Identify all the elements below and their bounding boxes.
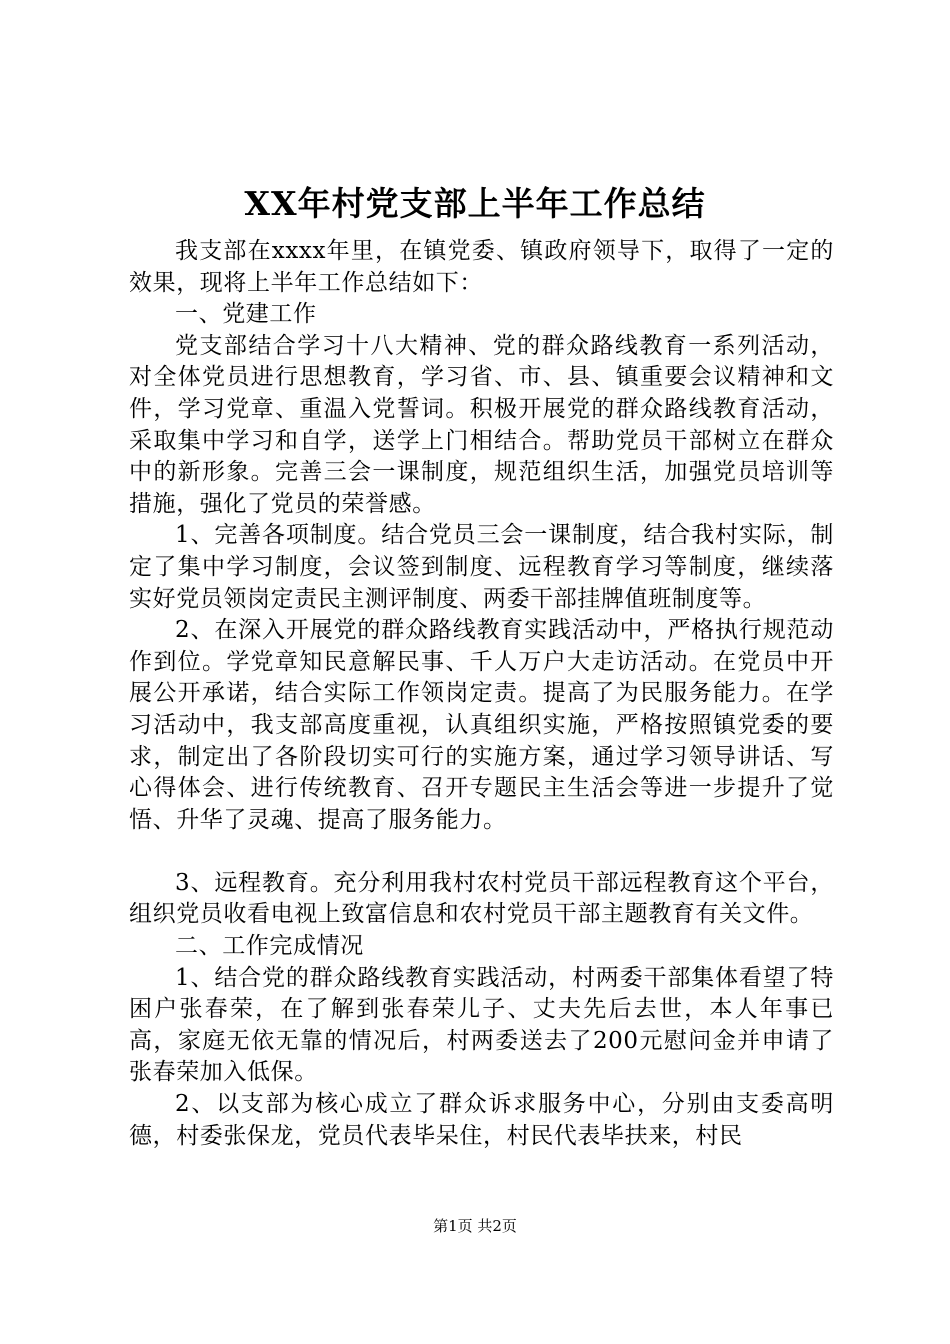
paragraph-item-3: 3、远程教育。充分利用我村农村党员干部远程教育这个平台，组织党员收看电视上致富信息和农村党员干部主题教育有关文件。 <box>129 869 834 928</box>
section-heading-party-building: 一、党建工作 <box>175 301 317 328</box>
paragraph-intro: 我支部在xxxx年里，在镇党委、镇政府领导下，取得了一定的效果，现将上半年工作总结如下： <box>129 238 834 296</box>
section-heading-work-completion: 二、工作完成情况 <box>175 933 364 960</box>
paragraph-item-2: 2、在深入开展党的群众路线教育实践活动中，严格执行规范动作到位。学党章知民意解民事、千人万户大走访活动。在党员中开展公开承诺，结合实际工作领岗定责。提高了为民服务能力。在学习活动中，我支部高度重视，认真组织实施，严格按照镇党委的要求，制定出了各阶段切实可行的实施方案，通过学习领导讲话、写心得体会、进行传统教育、召开专题民主生活会等进一步提升了觉悟、升华了灵魂、提高了服务能力。 <box>129 617 834 833</box>
paragraph-completion-1: 1、结合党的群众路线教育实践活动，村两委干部集体看望了特困户张春荣，在了解到张春荣儿子、丈夫先后去世，本人年事已高，家庭无依无靠的情况后，村两委送去了200元慰问金并申请了张春荣加入低保。 <box>129 964 834 1086</box>
paragraph-party-building: 党支部结合学习十八大精神、党的群众路线教育一系列活动，对全体党员进行思想教育，学习省、市、县、镇重要会议精神和文件，学习党章、重温入党誓词。积极开展党的群众路线教育活动，采取集中学习和自学，送学上门相结合。帮助党员干部树立在群众中的新形象。完善三会一课制度，规范组织生活，加强党员培训等措施，强化了党员的荣誉感。 <box>129 332 834 517</box>
paragraph-item-1: 1、完善各项制度。结合党员三会一课制度，结合我村实际，制定了集中学习制度，会议签到制度、远程教育学习等制度，继续落实好党员领岗定责民主测评制度、两委干部挂牌值班制度等。 <box>129 522 834 612</box>
page-number-footer: 第1页 共2页 <box>433 1217 517 1235</box>
paragraph-spacer <box>129 836 834 868</box>
paragraph-completion-2: 2、以支部为核心成立了群众诉求服务中心，分别由支委高明德，村委张保龙，党员代表毕呆住，村民代表毕扶来，村民 <box>129 1091 834 1149</box>
document-title: XX年村党支部上半年工作总结 <box>244 184 706 223</box>
document-body <box>129 236 834 1152</box>
